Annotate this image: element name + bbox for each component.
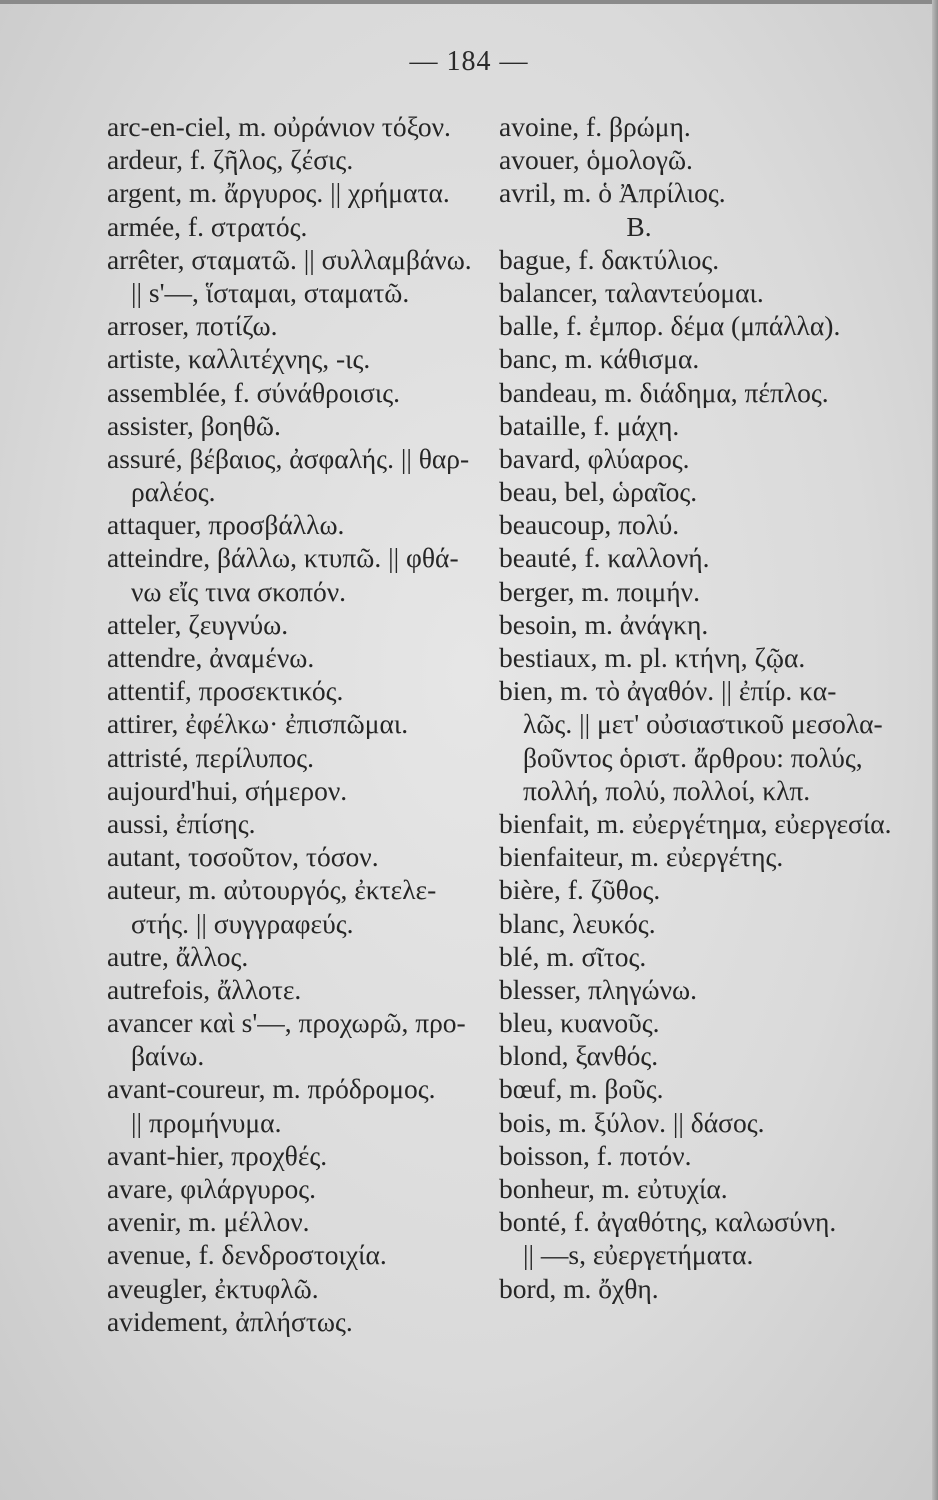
entry-line: beauté, f. καλλονή. — [499, 542, 710, 574]
entry-line: avidement, ἀπλήστως. — [107, 1305, 353, 1337]
entry-line: beau, bel, ὡραῖος. — [499, 476, 698, 508]
entry-line: avoine, f. βρώμη. — [499, 111, 691, 142]
entry-line: bienfaiteur, m. εὐεργέτης. — [499, 841, 784, 873]
entry-line: bataille, f. μάχη. — [499, 409, 680, 441]
entry-line: balle, f. ἐμπορ. δέμα (μπάλλα). — [499, 310, 841, 342]
entry-line: bord, m. ὄχθη. — [499, 1272, 659, 1304]
entry-line: auteur, m. αὐτουργός, ἐκτελε- — [107, 874, 437, 906]
entry-continuation: στής. || συγγραφεύς. — [131, 907, 354, 939]
entry-line: bien, m. τὸ ἀγαθόν. || ἐπίρ. κα- — [499, 675, 837, 707]
entry-line: attirer, ἐφέλκω· ἐπισπῶμαι. — [107, 708, 409, 740]
entry-line: berger, m. ποιμήν. — [499, 575, 700, 607]
entry-line: banc, m. κάθισμα. — [499, 343, 700, 375]
entry-line: blond, ξανθός. — [499, 1040, 659, 1072]
entry-line: aujourd'hui, σήμερον. — [107, 774, 348, 806]
left-column — [107, 110, 492, 1338]
entry-line: atteler, ζευγνύω. — [107, 608, 289, 640]
entry-line: balancer, ταλαντεύομαι. — [499, 276, 764, 308]
entry-line: bœuf, m. βοῦς. — [499, 1073, 664, 1105]
entry-line: bague, f. δακτύλιος. — [499, 243, 720, 275]
entry-line: arroser, ποτίζω. — [107, 310, 278, 342]
entry-line: avenir, m. μέλλον. — [107, 1206, 310, 1238]
entry-continuation: || s'—, ἵσταμαι, σταματῶ. — [131, 276, 410, 308]
entry-line: autant, τοσοῦτον, τόσον. — [107, 841, 379, 873]
entry-continuation: βαίνω. — [131, 1040, 205, 1072]
entry-line: boisson, f. ποτόν. — [499, 1139, 692, 1171]
entry-line: bavard, φλύαρος. — [499, 442, 690, 474]
entry-line: blé, m. σῖτος. — [499, 940, 647, 972]
page-top-edge — [0, 0, 938, 4]
entry-line: ardeur, f. ζῆλος, ζέσις. — [107, 144, 354, 176]
entry-continuation: λῶς. || μετ' οὐσιαστικοῦ μεσολα- — [523, 708, 883, 740]
entry-line: bleu, κυανοῦς. — [499, 1007, 660, 1039]
entry-line: bestiaux, m. pl. κτήνη, ζῷα. — [499, 642, 806, 673]
entry-continuation: πολλή, πολύ, πολλοί, κλπ. — [523, 774, 811, 806]
entry-line: atteindre, βάλλω, κτυπῶ. || φθά- — [107, 542, 459, 574]
entry-line: assemblée, f. σύνάθροισις. — [107, 376, 400, 408]
entry-line: autrefois, ἄλλοτε. — [107, 973, 302, 1005]
entry-line: armée, f. στρατός. — [107, 210, 308, 242]
entry-line: avare, φιλάργυρος. — [107, 1173, 317, 1204]
entry-line: aussi, ἐπίσης. — [107, 807, 256, 839]
section-letter-heading: B. — [626, 210, 652, 242]
entry-line: avenue, f. δενδροστοιχία. — [107, 1239, 387, 1271]
page-number: — 184 — — [409, 46, 529, 77]
entry-line: attristé, περίλυπος. — [107, 741, 314, 773]
right-column — [499, 110, 899, 1305]
entry-line: blanc, λευκός. — [499, 907, 656, 939]
entry-continuation: ραλέος. — [131, 476, 216, 508]
entry-line: avouer, ὁμολογῶ. — [499, 144, 693, 176]
entry-line: bonheur, m. εὐτυχία. — [499, 1173, 728, 1204]
entry-line: assuré, βέβαιος, ἀσφαλής. || θαρ- — [107, 442, 470, 474]
entry-line: assister, βοηθῶ. — [107, 409, 281, 441]
entry-line: avril, m. ὁ Ἀπρίλιος. — [499, 177, 726, 209]
entry-line: artiste, καλλιτέχνης, -ις. — [107, 343, 371, 375]
page-right-edge — [932, 0, 938, 1500]
entry-line: bonté, f. ἀγαθότης, καλωσύνη. — [499, 1206, 837, 1238]
entry-line: bandeau, m. διάδημα, πέπλος. — [499, 376, 829, 408]
entry-continuation: νω εἴς τινα σκοπόν. — [131, 575, 347, 607]
entry-continuation: βοῦντος ὁριστ. ἄρθρου: πολύς, — [523, 741, 863, 773]
entry-continuation: || —s, εὐεργετήματα. — [523, 1239, 754, 1271]
entry-line: attendre, ἀναμένω. — [107, 642, 315, 673]
entry-line: attentif, προσεκτικός. — [107, 675, 344, 707]
entry-line: blesser, πληγώνω. — [499, 973, 698, 1005]
entry-line: autre, ἄλλος. — [107, 940, 249, 972]
entry-line: argent, m. ἄργυρος. || χρήματα. — [107, 177, 450, 209]
entry-line: bière, f. ζῦθος. — [499, 874, 661, 906]
entry-line: bienfait, m. εὐεργέτημα, εὐεργεσία. — [499, 807, 892, 839]
entry-line: arrêter, σταματῶ. || συλλαμβάνω. — [107, 243, 472, 275]
entry-line: bois, m. ξύλον. || δάσος. — [499, 1106, 765, 1138]
entry-line: avancer καὶ s'—, προχωρῶ, προ- — [107, 1007, 466, 1039]
entry-line: besoin, m. ἀνάγκη. — [499, 608, 709, 640]
entry-line: avant-hier, προχθές. — [107, 1139, 328, 1171]
entry-line: aveugler, ἐκτυφλῶ. — [107, 1272, 319, 1304]
entry-line: arc-en-ciel, m. οὐράνιον τόξον. — [107, 111, 451, 142]
entry-line: beaucoup, πολύ. — [499, 509, 680, 541]
entry-line: avant-coureur, m. πρόδρομος. — [107, 1073, 436, 1105]
entry-continuation: || προμήνυμα. — [131, 1106, 282, 1138]
entry-line: attaquer, προσβάλλω. — [107, 509, 345, 541]
